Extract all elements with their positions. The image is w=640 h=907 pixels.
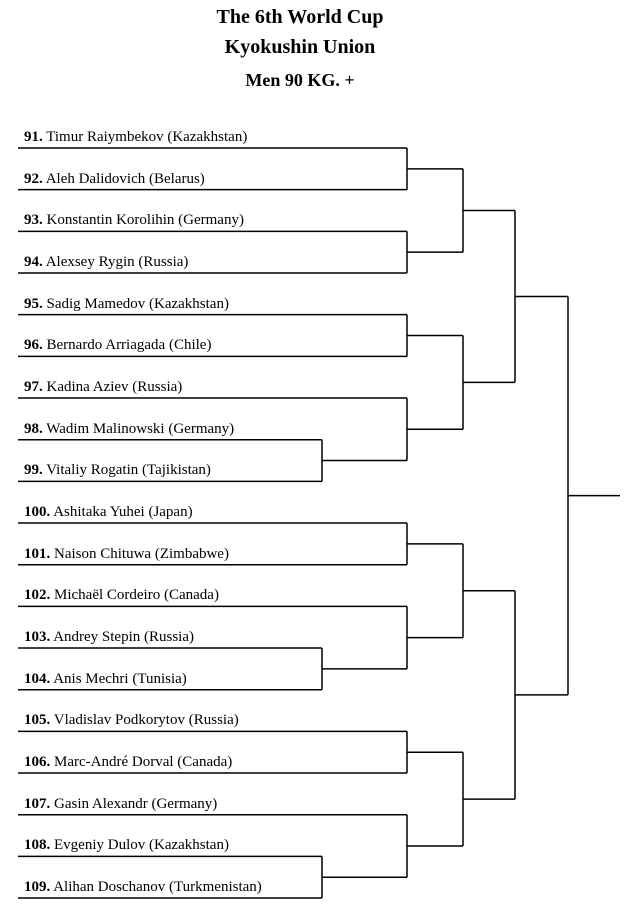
competitor-name: Anis Mechri (Tunisia) <box>53 670 187 687</box>
competitor-number: 98. <box>24 420 43 437</box>
competitor-entry <box>24 211 244 229</box>
competitor-number: 92. <box>24 170 43 187</box>
competitor-number: 107. <box>24 795 51 812</box>
competitor-name: Andrey Stepin (Russia) <box>53 629 195 646</box>
competitor-entry <box>24 836 229 854</box>
competitor-entry <box>24 586 219 604</box>
competitor-entry <box>24 420 234 438</box>
competitor-name: Vitaliy Rogatin (Tajikistan) <box>46 462 211 479</box>
competitor-name: Bernardo Arriagada (Chile) <box>46 337 212 354</box>
competitor-entry <box>24 711 239 729</box>
competitor-name: Gasin Alexandr (Germany) <box>54 795 218 812</box>
competitor-entry <box>24 878 262 896</box>
competitor-entry <box>24 503 193 521</box>
competitor-entry <box>24 336 211 354</box>
competitor-number: 96. <box>24 337 43 354</box>
competitor-name: Alexsey Rygin (Russia) <box>45 254 189 270</box>
competitor-number: 93. <box>24 212 43 229</box>
competitor-name: Kadina Aziev (Russia) <box>46 379 183 396</box>
competitor-name: Alihan Doschanov (Turkmenistan) <box>53 879 262 896</box>
competitor-name: Michaël Cordeiro (Canada) <box>54 587 219 604</box>
competitor-name: Evgeniy Dulov (Kazakhstan) <box>54 837 229 854</box>
competitor-entry <box>24 295 229 313</box>
competitor-name: Vladislav Podkorytov (Russia) <box>53 712 239 729</box>
competitor-number: 108. <box>24 837 51 854</box>
competitor-entry <box>24 753 232 771</box>
competitor-number: 109. <box>24 879 51 896</box>
competitor-number: 103. <box>24 629 51 646</box>
competitor-entry <box>24 128 247 146</box>
competitor-name: Konstantin Korolihin (Germany) <box>46 212 244 229</box>
competitor-name: Sadig Mamedov (Kazakhstan) <box>46 295 229 312</box>
competitor-number: 99. <box>24 462 43 479</box>
competitor-number: 106. <box>24 754 51 771</box>
organization-title: Kyokushin Union <box>224 36 376 58</box>
competitor-number: 97. <box>24 379 43 396</box>
competitor-number: 91. <box>24 129 43 145</box>
competitor-entry <box>24 461 211 479</box>
competitor-name: Aleh Dalidovich (Belarus) <box>45 170 205 187</box>
competitor-entry <box>24 253 188 271</box>
competitor-number: 102. <box>24 587 51 604</box>
competitor-number: 100. <box>24 504 51 521</box>
competitor-number: 95. <box>24 295 43 312</box>
competitor-entry <box>24 795 217 813</box>
competitor-number: 105. <box>24 712 51 729</box>
competitor-name: Ashitaka Yuhei (Japan) <box>53 504 193 521</box>
competitor-entry <box>24 670 187 688</box>
competitor-name: Timur Raiymbekov (Kazakhstan) <box>46 129 248 145</box>
competitor-entry <box>24 378 182 396</box>
competitor-entry <box>24 170 205 188</box>
competitor-name: Marc-André Dorval (Canada) <box>54 754 233 771</box>
competitor-name: Wadim Malinowski (Germany) <box>46 420 235 437</box>
tournament-title: The 6th World Cup <box>216 6 384 28</box>
competitor-name: Naison Chituwa (Zimbabwe) <box>54 545 229 562</box>
weight-division: Men 90 KG. + <box>245 70 355 90</box>
competitor-entry <box>24 628 194 646</box>
competitor-number: 94. <box>24 254 43 270</box>
competitor-number: 101. <box>24 545 51 562</box>
competitor-entry <box>24 545 229 563</box>
competitor-number: 104. <box>24 670 51 687</box>
